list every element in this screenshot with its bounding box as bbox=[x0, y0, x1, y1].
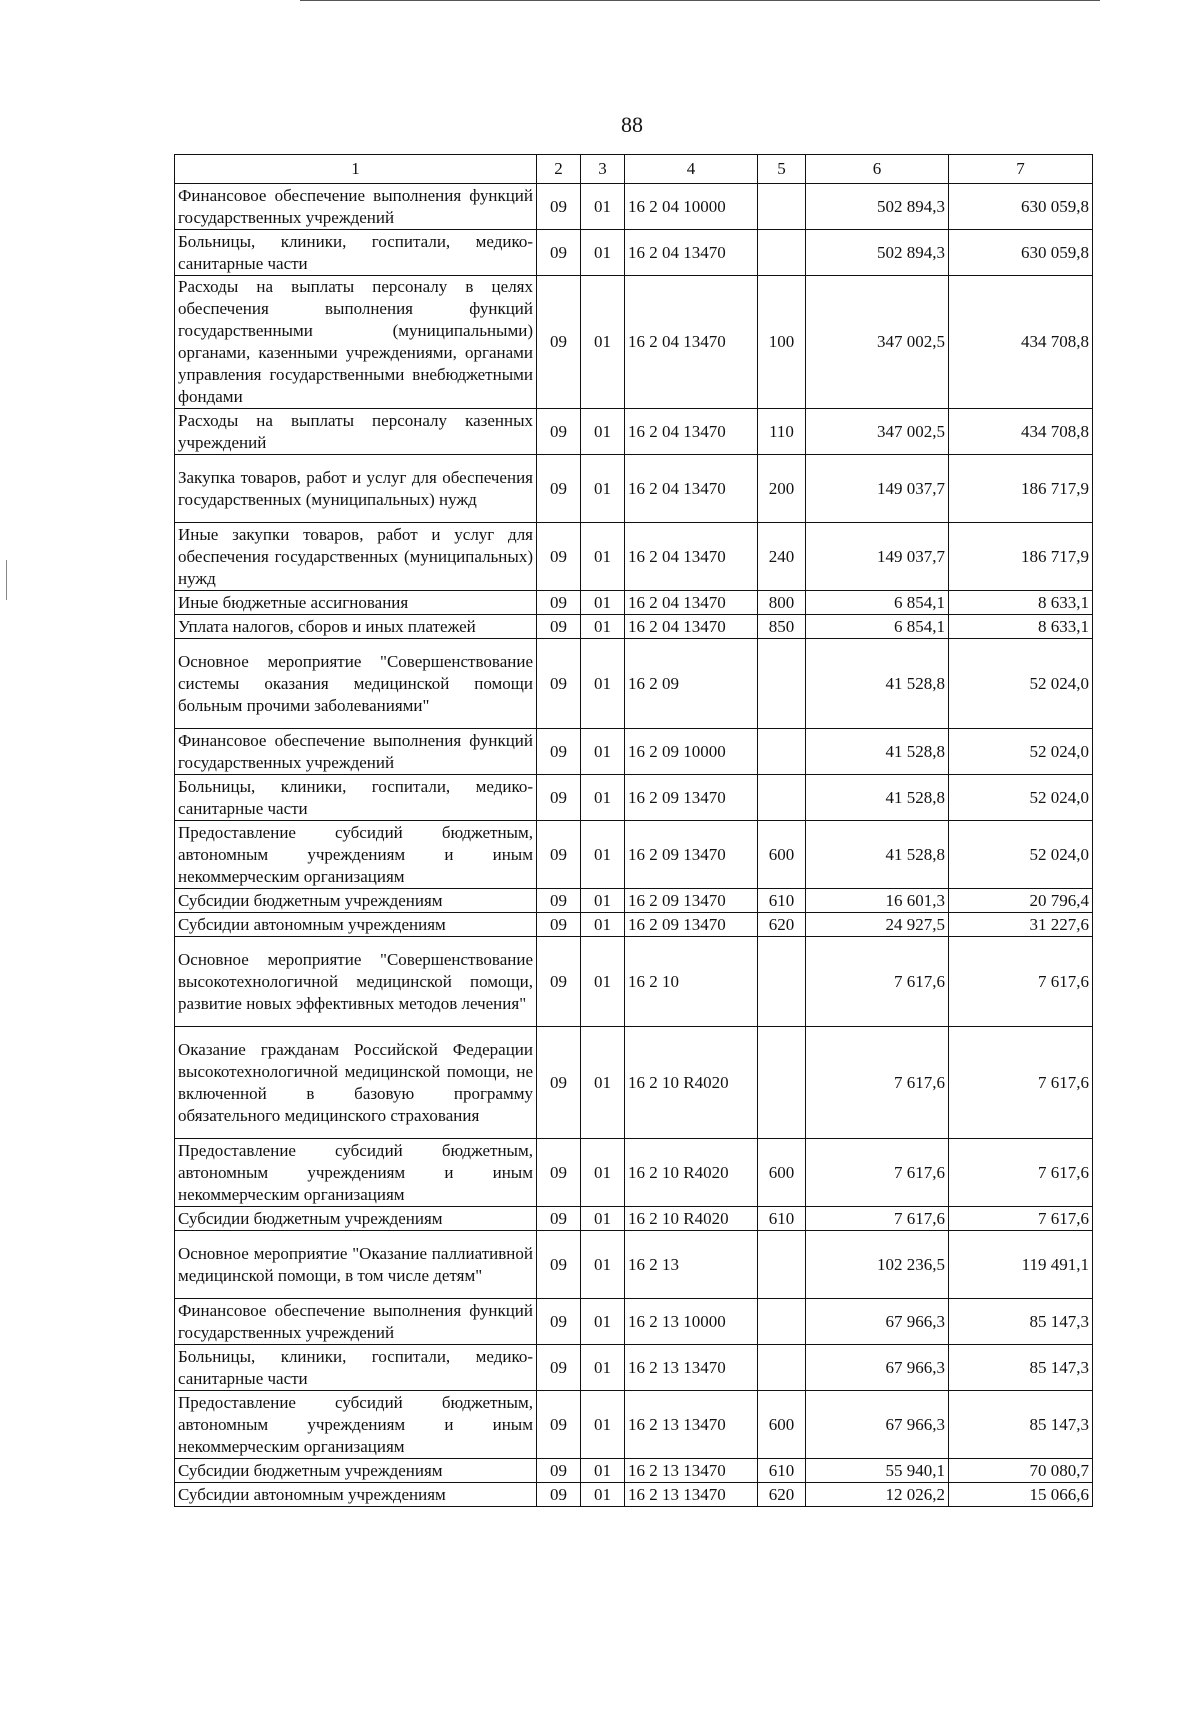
row-name: Расходы на выплаты персоналу казенных учреждений bbox=[175, 409, 537, 455]
row-subsection: 01 bbox=[581, 1459, 625, 1483]
table-row bbox=[175, 1027, 1093, 1139]
row-expense-type: 600 bbox=[758, 821, 806, 889]
row-section: 09 bbox=[537, 1027, 581, 1139]
row-name: Финансовое обеспечение выполнения функций государственных учреждений bbox=[175, 184, 537, 230]
row-expense-type bbox=[758, 937, 806, 1027]
table-row bbox=[175, 1231, 1093, 1299]
row-target-code: 16 2 10 R4020 bbox=[625, 1139, 758, 1207]
row-name: Расходы на выплаты персоналу в целях обеспечения выполнения функций государственными (муниципальными) органами, казенными учреждениями, органами управления государственными внебюджетными фондами bbox=[175, 276, 537, 409]
row-target-code: 16 2 10 R4020 bbox=[625, 1027, 758, 1139]
row-section: 09 bbox=[537, 1483, 581, 1507]
row-subsection: 01 bbox=[581, 276, 625, 409]
row-target-code: 16 2 13 13470 bbox=[625, 1483, 758, 1507]
header-col-1: 1 bbox=[175, 155, 537, 184]
row-amount-col6: 6 854,1 bbox=[806, 615, 949, 639]
table-row bbox=[175, 276, 1093, 409]
table-row bbox=[175, 409, 1093, 455]
row-name: Предоставление субсидий бюджетным, автономным учреждениям и иным некоммерческим организациям bbox=[175, 1391, 537, 1459]
row-amount-col7: 186 717,9 bbox=[949, 455, 1093, 523]
row-name: Уплата налогов, сборов и иных платежей bbox=[175, 615, 537, 639]
row-expense-type: 240 bbox=[758, 523, 806, 591]
row-section: 09 bbox=[537, 913, 581, 937]
row-name: Закупка товаров, работ и услуг для обеспечения государственных (муниципальных) нужд bbox=[175, 455, 537, 523]
row-expense-type: 610 bbox=[758, 1459, 806, 1483]
row-amount-col6: 149 037,7 bbox=[806, 523, 949, 591]
row-target-code: 16 2 13 13470 bbox=[625, 1345, 758, 1391]
row-subsection: 01 bbox=[581, 1391, 625, 1459]
row-amount-col7: 70 080,7 bbox=[949, 1459, 1093, 1483]
row-amount-col7: 85 147,3 bbox=[949, 1345, 1093, 1391]
row-amount-col6: 347 002,5 bbox=[806, 409, 949, 455]
row-name: Финансовое обеспечение выполнения функций государственных учреждений bbox=[175, 1299, 537, 1345]
row-amount-col7: 8 633,1 bbox=[949, 591, 1093, 615]
row-target-code: 16 2 04 13470 bbox=[625, 591, 758, 615]
row-subsection: 01 bbox=[581, 523, 625, 591]
row-amount-col6: 67 966,3 bbox=[806, 1345, 949, 1391]
table-row bbox=[175, 230, 1093, 276]
row-amount-col7: 52 024,0 bbox=[949, 639, 1093, 729]
row-name: Субсидии бюджетным учреждениям bbox=[175, 1459, 537, 1483]
row-section: 09 bbox=[537, 1391, 581, 1459]
row-target-code: 16 2 09 13470 bbox=[625, 821, 758, 889]
header-row bbox=[175, 155, 1093, 184]
header-col-3: 3 bbox=[581, 155, 625, 184]
row-amount-col6: 41 528,8 bbox=[806, 821, 949, 889]
row-section: 09 bbox=[537, 455, 581, 523]
row-name: Субсидии бюджетным учреждениям bbox=[175, 889, 537, 913]
row-target-code: 16 2 04 13470 bbox=[625, 276, 758, 409]
row-section: 09 bbox=[537, 276, 581, 409]
table-row bbox=[175, 1483, 1093, 1507]
row-amount-col6: 7 617,6 bbox=[806, 1139, 949, 1207]
table-row bbox=[175, 1139, 1093, 1207]
row-target-code: 16 2 09 13470 bbox=[625, 889, 758, 913]
row-subsection: 01 bbox=[581, 455, 625, 523]
row-subsection: 01 bbox=[581, 184, 625, 230]
row-amount-col6: 102 236,5 bbox=[806, 1231, 949, 1299]
row-expense-type: 620 bbox=[758, 913, 806, 937]
row-name: Больницы, клиники, госпитали, медико-санитарные части bbox=[175, 1345, 537, 1391]
row-amount-col6: 502 894,3 bbox=[806, 184, 949, 230]
row-expense-type bbox=[758, 775, 806, 821]
table-row bbox=[175, 1299, 1093, 1345]
row-target-code: 16 2 04 10000 bbox=[625, 184, 758, 230]
row-subsection: 01 bbox=[581, 1345, 625, 1391]
row-subsection: 01 bbox=[581, 1483, 625, 1507]
row-target-code: 16 2 09 13470 bbox=[625, 775, 758, 821]
row-section: 09 bbox=[537, 775, 581, 821]
table-row bbox=[175, 889, 1093, 913]
row-target-code: 16 2 04 13470 bbox=[625, 615, 758, 639]
row-section: 09 bbox=[537, 1459, 581, 1483]
row-subsection: 01 bbox=[581, 409, 625, 455]
table-row bbox=[175, 1345, 1093, 1391]
row-section: 09 bbox=[537, 523, 581, 591]
row-target-code: 16 2 09 bbox=[625, 639, 758, 729]
row-subsection: 01 bbox=[581, 937, 625, 1027]
row-amount-col7: 85 147,3 bbox=[949, 1391, 1093, 1459]
row-expense-type: 600 bbox=[758, 1391, 806, 1459]
row-subsection: 01 bbox=[581, 615, 625, 639]
row-expense-type bbox=[758, 729, 806, 775]
row-subsection: 01 bbox=[581, 230, 625, 276]
row-section: 09 bbox=[537, 1231, 581, 1299]
row-amount-col7: 8 633,1 bbox=[949, 615, 1093, 639]
row-expense-type: 850 bbox=[758, 615, 806, 639]
row-amount-col7: 7 617,6 bbox=[949, 937, 1093, 1027]
row-subsection: 01 bbox=[581, 821, 625, 889]
row-amount-col7: 630 059,8 bbox=[949, 230, 1093, 276]
row-amount-col7: 15 066,6 bbox=[949, 1483, 1093, 1507]
row-amount-col6: 6 854,1 bbox=[806, 591, 949, 615]
row-amount-col6: 7 617,6 bbox=[806, 1207, 949, 1231]
row-amount-col6: 55 940,1 bbox=[806, 1459, 949, 1483]
row-amount-col6: 7 617,6 bbox=[806, 937, 949, 1027]
row-amount-col7: 52 024,0 bbox=[949, 821, 1093, 889]
row-name: Основное мероприятие "Совершенствование высокотехнологичной медицинской помощи, развитие новых эффективных методов лечения" bbox=[175, 937, 537, 1027]
row-section: 09 bbox=[537, 937, 581, 1027]
table-row bbox=[175, 729, 1093, 775]
row-expense-type: 610 bbox=[758, 1207, 806, 1231]
row-amount-col6: 24 927,5 bbox=[806, 913, 949, 937]
row-name: Предоставление субсидий бюджетным, автономным учреждениям и иным некоммерческим организациям bbox=[175, 1139, 537, 1207]
row-amount-col6: 41 528,8 bbox=[806, 729, 949, 775]
table-row bbox=[175, 1459, 1093, 1483]
table-row bbox=[175, 913, 1093, 937]
row-target-code: 16 2 10 bbox=[625, 937, 758, 1027]
row-subsection: 01 bbox=[581, 775, 625, 821]
row-name: Больницы, клиники, госпитали, медико-санитарные части bbox=[175, 775, 537, 821]
row-expense-type bbox=[758, 1345, 806, 1391]
row-target-code: 16 2 04 13470 bbox=[625, 455, 758, 523]
row-target-code: 16 2 13 10000 bbox=[625, 1299, 758, 1345]
row-section: 09 bbox=[537, 230, 581, 276]
row-amount-col6: 502 894,3 bbox=[806, 230, 949, 276]
row-target-code: 16 2 09 10000 bbox=[625, 729, 758, 775]
row-amount-col7: 630 059,8 bbox=[949, 184, 1093, 230]
row-expense-type: 600 bbox=[758, 1139, 806, 1207]
row-name: Основное мероприятие "Оказание паллиативной медицинской помощи, в том числе детям" bbox=[175, 1231, 537, 1299]
row-amount-col7: 434 708,8 bbox=[949, 409, 1093, 455]
row-section: 09 bbox=[537, 1139, 581, 1207]
row-expense-type: 110 bbox=[758, 409, 806, 455]
row-expense-type bbox=[758, 1027, 806, 1139]
row-amount-col6: 347 002,5 bbox=[806, 276, 949, 409]
row-expense-type bbox=[758, 639, 806, 729]
row-target-code: 16 2 13 13470 bbox=[625, 1391, 758, 1459]
table-row bbox=[175, 615, 1093, 639]
row-amount-col7: 186 717,9 bbox=[949, 523, 1093, 591]
row-section: 09 bbox=[537, 1345, 581, 1391]
row-target-code: 16 2 04 13470 bbox=[625, 230, 758, 276]
row-subsection: 01 bbox=[581, 639, 625, 729]
row-amount-col7: 7 617,6 bbox=[949, 1027, 1093, 1139]
row-amount-col7: 20 796,4 bbox=[949, 889, 1093, 913]
row-amount-col7: 7 617,6 bbox=[949, 1139, 1093, 1207]
table-row bbox=[175, 591, 1093, 615]
row-amount-col6: 12 026,2 bbox=[806, 1483, 949, 1507]
row-section: 09 bbox=[537, 184, 581, 230]
table-row bbox=[175, 937, 1093, 1027]
row-name: Субсидии автономным учреждениям bbox=[175, 913, 537, 937]
row-amount-col7: 7 617,6 bbox=[949, 1207, 1093, 1231]
row-name: Иные бюджетные ассигнования bbox=[175, 591, 537, 615]
scan-edge-line bbox=[300, 0, 1100, 1]
header-col-4: 4 bbox=[625, 155, 758, 184]
row-amount-col6: 7 617,6 bbox=[806, 1027, 949, 1139]
row-subsection: 01 bbox=[581, 1139, 625, 1207]
table-row bbox=[175, 821, 1093, 889]
row-amount-col6: 41 528,8 bbox=[806, 639, 949, 729]
table-row bbox=[175, 455, 1093, 523]
row-section: 09 bbox=[537, 729, 581, 775]
row-amount-col6: 16 601,3 bbox=[806, 889, 949, 913]
page-number: 88 bbox=[621, 112, 643, 137]
row-expense-type: 100 bbox=[758, 276, 806, 409]
row-subsection: 01 bbox=[581, 1207, 625, 1231]
header-col-6: 6 bbox=[806, 155, 949, 184]
row-subsection: 01 bbox=[581, 913, 625, 937]
row-subsection: 01 bbox=[581, 1027, 625, 1139]
row-section: 09 bbox=[537, 1299, 581, 1345]
row-amount-col6: 149 037,7 bbox=[806, 455, 949, 523]
row-target-code: 16 2 04 13470 bbox=[625, 409, 758, 455]
row-expense-type: 800 bbox=[758, 591, 806, 615]
budget-table bbox=[174, 154, 1093, 1507]
table-row bbox=[175, 184, 1093, 230]
row-subsection: 01 bbox=[581, 591, 625, 615]
row-section: 09 bbox=[537, 821, 581, 889]
row-name: Иные закупки товаров, работ и услуг для обеспечения государственных (муниципальных) нужд bbox=[175, 523, 537, 591]
row-name: Основное мероприятие "Совершенствование системы оказания медицинской помощи больным прочими заболеваниями" bbox=[175, 639, 537, 729]
row-target-code: 16 2 04 13470 bbox=[625, 523, 758, 591]
row-amount-col7: 31 227,6 bbox=[949, 913, 1093, 937]
row-subsection: 01 bbox=[581, 1299, 625, 1345]
row-section: 09 bbox=[537, 409, 581, 455]
row-target-code: 16 2 09 13470 bbox=[625, 913, 758, 937]
row-expense-type: 620 bbox=[758, 1483, 806, 1507]
row-name: Оказание гражданам Российской Федерации высокотехнологичной медицинской помощи, не включенной в базовую программу обязательного медицинского страхования bbox=[175, 1027, 537, 1139]
row-section: 09 bbox=[537, 615, 581, 639]
header-col-2: 2 bbox=[537, 155, 581, 184]
table-row bbox=[175, 523, 1093, 591]
row-section: 09 bbox=[537, 639, 581, 729]
row-amount-col7: 52 024,0 bbox=[949, 775, 1093, 821]
row-name: Предоставление субсидий бюджетным, автономным учреждениям и иным некоммерческим организациям bbox=[175, 821, 537, 889]
row-expense-type bbox=[758, 1231, 806, 1299]
header-col-5: 5 bbox=[758, 155, 806, 184]
scan-margin-mark bbox=[6, 560, 7, 600]
row-name: Субсидии бюджетным учреждениям bbox=[175, 1207, 537, 1231]
row-expense-type: 610 bbox=[758, 889, 806, 913]
row-subsection: 01 bbox=[581, 889, 625, 913]
row-target-code: 16 2 10 R4020 bbox=[625, 1207, 758, 1231]
table-row bbox=[175, 1207, 1093, 1231]
row-target-code: 16 2 13 13470 bbox=[625, 1459, 758, 1483]
row-name: Субсидии автономным учреждениям bbox=[175, 1483, 537, 1507]
row-amount-col7: 434 708,8 bbox=[949, 276, 1093, 409]
row-subsection: 01 bbox=[581, 1231, 625, 1299]
row-name: Финансовое обеспечение выполнения функций государственных учреждений bbox=[175, 729, 537, 775]
row-amount-col6: 41 528,8 bbox=[806, 775, 949, 821]
row-amount-col6: 67 966,3 bbox=[806, 1299, 949, 1345]
row-expense-type: 200 bbox=[758, 455, 806, 523]
row-expense-type bbox=[758, 230, 806, 276]
row-section: 09 bbox=[537, 591, 581, 615]
header-col-7: 7 bbox=[949, 155, 1093, 184]
row-expense-type bbox=[758, 1299, 806, 1345]
row-amount-col6: 67 966,3 bbox=[806, 1391, 949, 1459]
row-expense-type bbox=[758, 184, 806, 230]
row-target-code: 16 2 13 bbox=[625, 1231, 758, 1299]
table-row bbox=[175, 1391, 1093, 1459]
table-row bbox=[175, 775, 1093, 821]
row-amount-col7: 85 147,3 bbox=[949, 1299, 1093, 1345]
row-subsection: 01 bbox=[581, 729, 625, 775]
table-row bbox=[175, 639, 1093, 729]
row-section: 09 bbox=[537, 889, 581, 913]
row-name: Больницы, клиники, госпитали, медико-санитарные части bbox=[175, 230, 537, 276]
row-amount-col7: 119 491,1 bbox=[949, 1231, 1093, 1299]
row-amount-col7: 52 024,0 bbox=[949, 729, 1093, 775]
row-section: 09 bbox=[537, 1207, 581, 1231]
